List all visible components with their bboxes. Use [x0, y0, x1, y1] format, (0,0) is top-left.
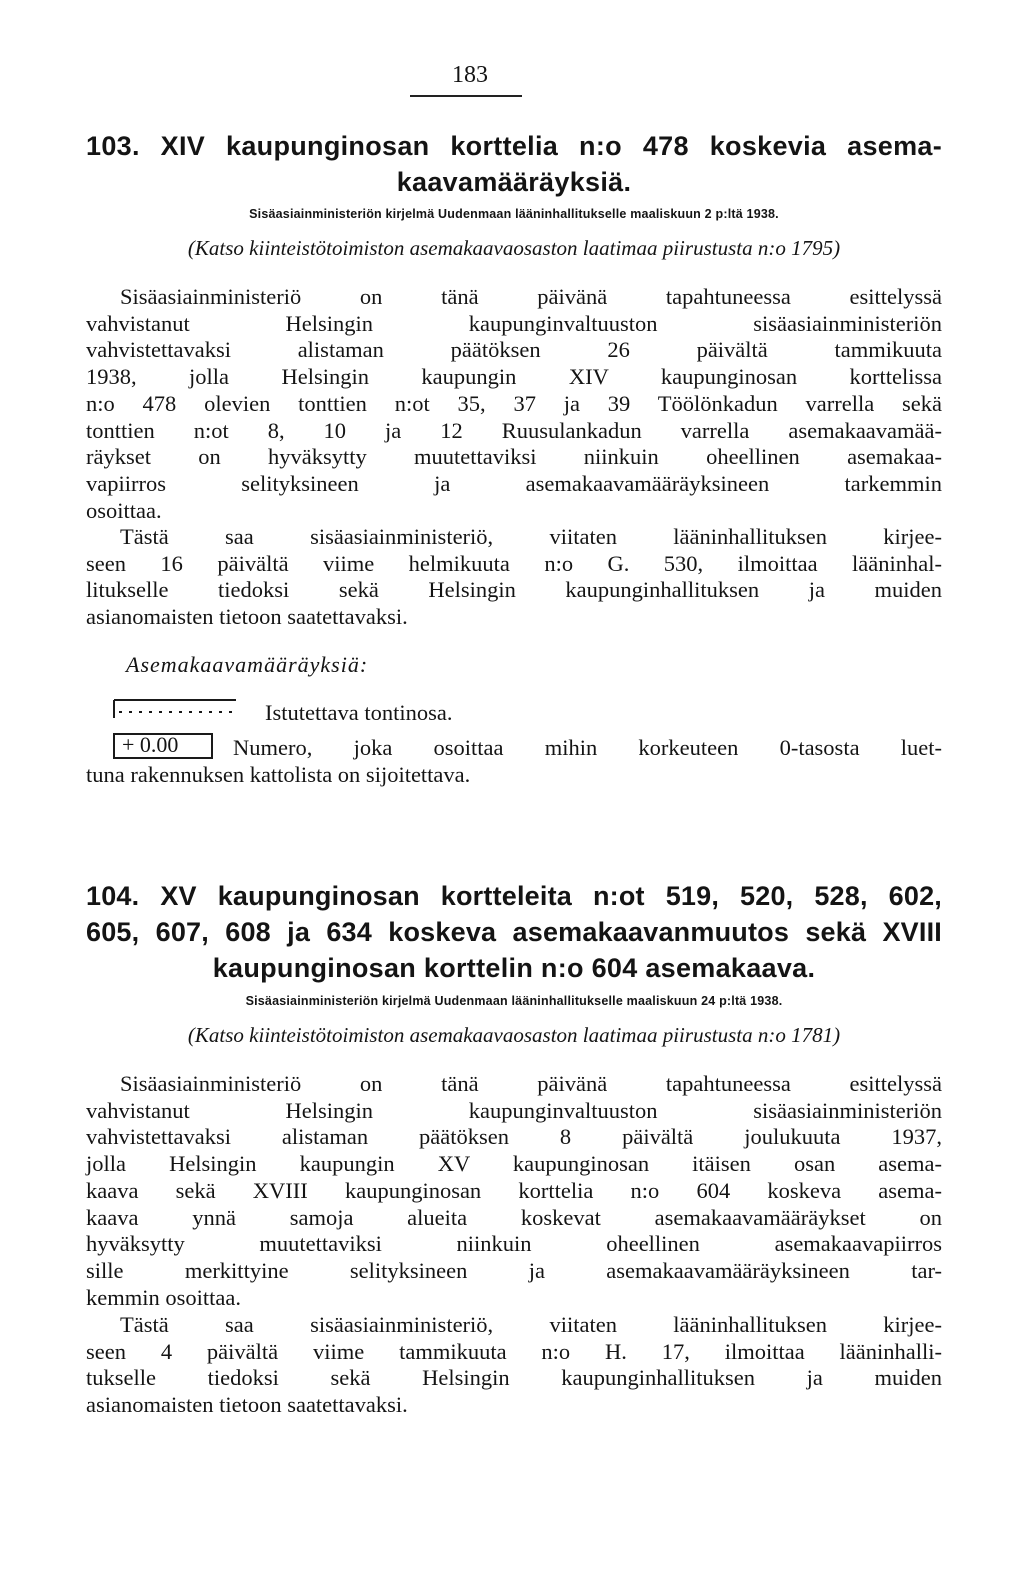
- paragraph-line: Sisäasiainministeriö on tänä päivänä tapahtuneessa esittelyssä: [120, 284, 942, 309]
- paragraph-line: Numero, joka osoittaa mihin korkeuteen 0-tasosta luet-: [233, 735, 942, 760]
- paragraph-line: Tästä saa sisäasiainministeriö, viitaten lääninhallituksen kirjee-: [120, 1312, 942, 1337]
- paragraph-line: vahvistanut Helsingin kaupunginvaltuuston sisäasiainministeriön: [86, 1097, 942, 1123]
- paragraph-line: asianomaisten tietoon saatettavaksi.: [86, 1392, 408, 1418]
- section-104-title-line-1: 104. XV kaupunginosan kortteleita n:ot 519, 520, 528, 602,: [86, 881, 942, 911]
- section-103-title: [86, 128, 942, 200]
- paragraph-line: seen 16 päivältä viime helmikuuta n:o G. 530, ilmoittaa lääninhal-: [86, 550, 942, 576]
- paragraph-line: osoittaa.: [86, 497, 162, 523]
- legend-title: Asemakaavamääräyksiä:: [126, 652, 369, 677]
- paragraph-line: tukselle tiedoksi sekä Helsingin kaupunginhallituksen ja muiden: [86, 1365, 942, 1391]
- paragraph-line: vahvistanut Helsingin kaupunginvaltuuston sisäasiainministeriön: [86, 310, 942, 336]
- paragraph-line: vahvistettavaksi alistaman päätöksen 8 päivältä joulukuuta 1937,: [86, 1124, 942, 1150]
- paragraph-line: vahvistettavaksi alistaman päätöksen 26 päivältä tammikuuta: [86, 337, 942, 363]
- section-104-title-line-3: kaupunginosan korttelin n:o 604 asemakaava.: [212, 953, 816, 983]
- section-104-title: [86, 878, 942, 986]
- height-number-label: + 0.00: [122, 732, 179, 757]
- section-103-ministry-note: Sisäasiainministeriön kirjelmä Uudenmaan lääninhallitukselle maaliskuun 2 p:ltä 1938.: [249, 207, 779, 221]
- page-number: 183: [452, 62, 488, 88]
- section-104-paragraph-1: [86, 1071, 942, 1311]
- section-104-title-line-2: 605, 607, 608 ja 634 koskeva asemakaavanmuutos sekä XVIII: [86, 917, 942, 947]
- paragraph-line: seen 4 päivältä viime tammikuuta n:o H. 17, ilmoittaa lääninhalli-: [86, 1338, 942, 1364]
- legend-item-2-text: [86, 735, 942, 788]
- section-104-paragraph-2: [86, 1312, 942, 1419]
- section-104-reference: (Katso kiinteistötoimiston asemakaavaosaston laatimaa piirustusta n:o 1781): [187, 1023, 841, 1047]
- paragraph-line: Tästä saa sisäasiainministeriö, viitaten lääninhallituksen kirjee-: [120, 524, 942, 549]
- section-103-title-line-1: 103. XIV kaupunginosan korttelia n:o 478 koskevia asema-: [86, 131, 942, 161]
- legend-item-1-text: Istutettava tontinosa.: [265, 700, 453, 725]
- section-103-paragraph-1: [86, 284, 942, 524]
- section-103-reference: (Katso kiinteistötoimiston asemakaavaosaston laatimaa piirustusta n:o 1795): [187, 236, 841, 260]
- paragraph-line: tuna rakennuksen kattolista on sijoitettava.: [86, 761, 471, 787]
- paragraph-line: kemmin osoittaa.: [86, 1284, 241, 1310]
- paragraph-line: 1938, jolla Helsingin kaupungin XIV kaupunginosan korttelissa: [86, 364, 942, 390]
- paragraph-line: n:o 478 olevien tonttien n:ot 35, 37 ja 39 Töölönkadun varrella sekä: [86, 390, 942, 416]
- paragraph-line: kaava sekä XVIII kaupunginosan korttelia n:o 604 koskeva asema-: [86, 1177, 942, 1203]
- paragraph-line: Sisäasiainministeriö on tänä päivänä tapahtuneessa esittelyssä: [120, 1071, 942, 1096]
- paragraph-line: tonttien n:ot 8, 10 ja 12 Ruusulankadun varrella asemakaavamää-: [86, 417, 942, 443]
- paragraph-line: vapiirros selityksineen ja asemakaavamääräyksineen tarkemmin: [86, 470, 942, 496]
- paragraph-line: asianomaisten tietoon saatettavaksi.: [86, 604, 408, 630]
- paragraph-line: sille merkittyine selityksineen ja asemakaavamääräyksineen tar-: [86, 1257, 942, 1283]
- section-104-ministry-note: Sisäasiainministeriön kirjelmä Uudenmaan lääninhallitukselle maaliskuun 24 p:ltä 1938.: [245, 994, 783, 1008]
- section-103-title-line-2: kaavamääräyksiä.: [396, 167, 632, 197]
- paragraph-line: hyväksytty muutettaviksi niinkuin oheellinen asemakaavapiirros: [86, 1231, 942, 1257]
- paragraph-line: litukselle tiedoksi sekä Helsingin kaupunginhallituksen ja muiden: [86, 577, 942, 603]
- page-number-rule: [410, 95, 522, 97]
- paragraph-line: kaava ynnä samoja alueita koskevat asemakaavamääräykset on: [86, 1204, 942, 1230]
- section-103-paragraph-2: [86, 524, 942, 631]
- dotted-boundary-symbol: [113, 697, 237, 719]
- paragraph-line: räykset on hyväksytty muutettaviksi niinkuin oheellinen asemakaa-: [86, 444, 942, 470]
- paragraph-line: jolla Helsingin kaupungin XV kaupunginosan itäisen osan asema-: [86, 1151, 942, 1177]
